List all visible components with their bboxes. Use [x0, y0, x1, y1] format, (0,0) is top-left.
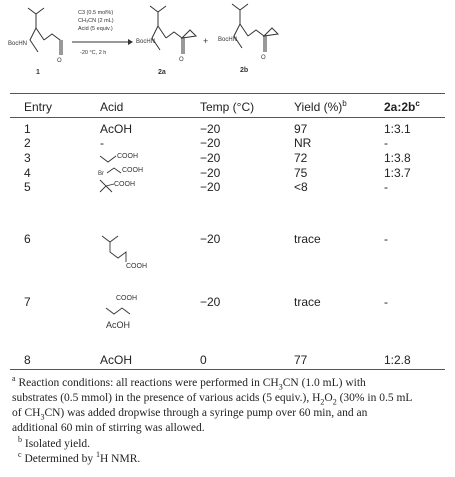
row-2-temp: −20: [200, 136, 221, 150]
row-6-acid-structure: [96, 222, 176, 272]
reaction-scheme: [0, 0, 455, 88]
row-7-entry: 7: [24, 295, 31, 309]
row-2-ratio: -: [384, 136, 388, 150]
product-2a-structure: [150, 6, 196, 54]
footnote-a-line-2: [12, 391, 444, 406]
reagent-line-3: Acid (5 equiv.): [78, 26, 113, 32]
p2a-label: 2a: [158, 69, 166, 76]
row-3-entry: 3: [24, 151, 31, 165]
sm-label: 1: [36, 69, 40, 76]
header-yield-text: Yield (%): [294, 100, 343, 114]
row-4-entry: 4: [24, 166, 31, 180]
header-acid: Acid: [100, 100, 124, 114]
row-6-acid-chain: [102, 236, 126, 262]
footnote-c: [18, 452, 140, 467]
row-5-acid-chain: [100, 180, 114, 192]
footnote-c-sup: 1: [95, 450, 100, 460]
row-1-ratio: 1:3.1: [384, 122, 411, 136]
row-2-acid: -: [100, 136, 104, 150]
row-8-acid: AcOH: [100, 353, 133, 367]
row-8-temp: 0: [200, 353, 207, 367]
row-1-entry: 1: [24, 122, 31, 136]
sm-oxygen: O: [57, 58, 62, 64]
header-yield: [294, 100, 347, 114]
footnote-a-line2-text-1: substrates (0.5 mmol) in the presence of various acids (5 equiv.), H: [12, 392, 321, 404]
product-2b-structure: [232, 4, 278, 52]
row-7-temp: −20: [200, 295, 221, 309]
row-6-ratio: -: [384, 232, 388, 246]
footnote-a-text-2: CN (1.0 mL) with: [282, 377, 366, 389]
arrow-head: [128, 39, 133, 45]
row-5-entry: 5: [24, 180, 31, 194]
footnote-c-mark: c: [18, 450, 22, 460]
row-4-acid: COOH: [122, 167, 143, 174]
row-6-entry: 6: [24, 232, 31, 246]
header-entry: Entry: [24, 100, 53, 114]
header-temp: Temp (°C): [200, 100, 255, 114]
row-6-temp: −20: [200, 232, 221, 246]
row-4-ratio: 1:3.7: [384, 166, 411, 180]
row-6-yield: trace: [294, 232, 321, 246]
row-7-yield: trace: [294, 295, 321, 309]
row-6-acid: COOH: [126, 263, 147, 270]
footnote-a-line2-sub-2: 2: [332, 397, 337, 407]
header-ratio: [384, 100, 420, 114]
footnote-a-mark: a: [12, 374, 16, 384]
footnote-a-sub-1: 3: [278, 382, 283, 392]
row-5-yield: <8: [294, 180, 308, 194]
p2b-oxygen: O: [261, 55, 266, 61]
row-7-ratio: -: [384, 295, 388, 309]
row-5-ratio: -: [384, 180, 388, 194]
footnote-b-mark: b: [18, 435, 22, 445]
footnote-a-line3-sub: 3: [40, 412, 45, 422]
header-yield-sup: b: [342, 99, 347, 108]
footnote-b-text: Isolated yield.: [24, 438, 91, 450]
footnote-a-line3-text-2: CN) was added dropwise through a syringe pump over 60 min, and an: [44, 407, 368, 419]
footnote-a-line-4: additional 60 min of stirring was allowed.: [12, 422, 205, 434]
plus-sign: +: [203, 36, 209, 46]
p2a-bochn: BocHN: [136, 39, 156, 45]
p2b-label: 2b: [240, 67, 249, 74]
header-ratio-text: 2a:2b: [384, 100, 416, 114]
row-3-acid-chain: [100, 156, 116, 162]
footnote-a-line2-text-2: O: [324, 392, 333, 404]
row-2-entry: 2: [24, 136, 31, 150]
row-5-temp: −20: [200, 180, 221, 194]
reagent-line-2: CH₃CN (2 mL): [78, 18, 114, 24]
footnote-c-text-1: Determined by: [24, 453, 96, 465]
row-7-acid-extra: AcOH: [106, 320, 131, 330]
row-1-acid: AcOH: [100, 122, 133, 136]
footnote-a-line2-text-3: (30% in 0.5 mL: [336, 392, 413, 404]
footnote-b: [18, 437, 90, 452]
header-ratio-sup: c: [415, 99, 420, 108]
row-4-acid-prefix: Br: [98, 171, 104, 177]
footnote-a-line2-sub-1: 2: [320, 397, 325, 407]
footnote-a: [12, 376, 444, 436]
footnote-a-text-1: Reaction conditions: all reactions were performed in CH: [18, 377, 279, 389]
row-5-acid: COOH: [114, 181, 135, 188]
p2b-bochn: BocHN: [218, 37, 238, 43]
row-3-ratio: 1:3.8: [384, 151, 411, 165]
footnote-a-line3-text-1: of CH: [12, 407, 41, 419]
table-header-rule: [10, 117, 445, 118]
row-3-acid: COOH: [117, 153, 138, 160]
row-4-temp: −20: [200, 166, 221, 180]
table-top-rule: [10, 93, 445, 94]
row-1-temp: −20: [200, 122, 221, 136]
footnote-c-text-2: H NMR.: [99, 453, 141, 465]
row-3-yield: 72: [294, 151, 308, 165]
row-7-acid: COOH: [116, 295, 137, 302]
footnote-a-line-1: [12, 376, 444, 391]
row-1-yield: 97: [294, 122, 308, 136]
table-bottom-rule: [10, 369, 445, 370]
row-7-acid-chain: [106, 308, 130, 314]
reaction-conditions: -20 °C, 2 h: [80, 50, 107, 56]
row-8-entry: 8: [24, 353, 31, 367]
footnote-a-line-3: [12, 406, 444, 421]
row-5-acid-structure: [96, 176, 176, 202]
row-7-acid-structure: [96, 288, 176, 334]
row-4-acid-chain: [107, 168, 121, 173]
row-8-ratio: 1:2.8: [384, 353, 411, 367]
row-4-yield: 75: [294, 166, 308, 180]
row-2-yield: NR: [294, 136, 312, 150]
reagent-line-1: C3 (0.5 mol%): [78, 10, 114, 16]
sm-bochn: BocHN: [8, 41, 28, 47]
starting-material-structure: [28, 8, 62, 55]
row-8-yield: 77: [294, 353, 308, 367]
p2a-oxygen: O: [179, 57, 184, 63]
row-3-temp: −20: [200, 151, 221, 165]
